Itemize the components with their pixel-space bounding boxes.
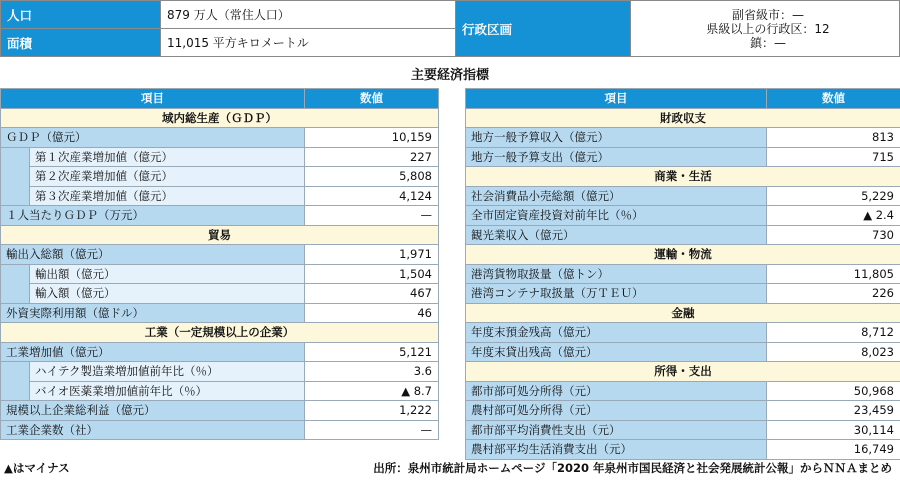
row-label: 都市部可処分所得（元） <box>466 381 767 401</box>
row-label: 地方一般予算支出（億元） <box>466 147 767 167</box>
table-row <box>1 420 439 440</box>
row-value: 23,459 <box>767 401 900 421</box>
city-info-panel <box>0 0 900 58</box>
admin-line-towns: 鎮：— <box>749 35 786 50</box>
row-value: 8,023 <box>767 342 900 362</box>
area-value: 11,015 平方キロメートル <box>160 28 456 57</box>
row-value: 730 <box>767 225 900 245</box>
indent-spacer <box>1 186 30 206</box>
source-note: 出所：泉州市統計局ホームページ「2020 年泉州市国民経済と社会発展統計公報」からＮＮＡまとめ <box>373 461 892 475</box>
row-label: 第２次産業増加値（億元） <box>30 167 305 187</box>
row-label: 年度末預金残高（億元） <box>466 323 767 343</box>
row-value: 5,229 <box>767 186 900 206</box>
table-row <box>466 323 900 343</box>
section-heading: 運輸・物流 <box>466 245 900 265</box>
row-label: 第３次産業増加値（億元） <box>30 186 305 206</box>
page-title: 主要経済指標 <box>410 68 489 83</box>
section-heading: 商業・生活 <box>466 167 900 187</box>
table-row <box>1 128 439 148</box>
row-label: 地方一般予算収入（億元） <box>466 128 767 148</box>
section-heading: 工業（一定規模以上の企業） <box>1 323 439 343</box>
left-header-value: 数値 <box>305 89 439 109</box>
admin-line-county-level: 県級以上の行政区：12 <box>706 21 830 36</box>
section-heading: 財政収支 <box>466 108 900 128</box>
row-label: 規模以上企業総利益（億元） <box>1 401 305 421</box>
table-row <box>466 206 900 226</box>
row-label: 都市部平均消費性支出（元） <box>466 420 767 440</box>
row-value: 5,808 <box>305 167 439 187</box>
section-row <box>466 303 900 323</box>
row-label: 第１次産業増加値（億元） <box>30 147 305 167</box>
table-row <box>466 264 900 284</box>
indent-spacer <box>1 362 30 382</box>
table-row <box>466 381 900 401</box>
indent-spacer <box>1 284 30 304</box>
row-value: 30,114 <box>767 420 900 440</box>
table-row <box>1 245 439 265</box>
row-label: 観光業収入（億元） <box>466 225 767 245</box>
row-label: 輸出額（億元） <box>30 264 305 284</box>
row-label: 全市固定資産投資対前年比（％） <box>466 206 767 226</box>
section-heading: 所得・支出 <box>466 362 900 382</box>
table-row <box>466 128 900 148</box>
section-heading: 金融 <box>466 303 900 323</box>
row-value: ▲ 2.4 <box>767 206 900 226</box>
right-indicator-table <box>465 88 900 460</box>
row-value: 50,968 <box>767 381 900 401</box>
left-indicator-table <box>0 88 439 440</box>
table-row <box>1 186 439 206</box>
indent-spacer <box>1 381 30 401</box>
section-heading: 貿易 <box>1 225 439 245</box>
row-value: 46 <box>305 303 439 323</box>
row-label: 社会消費品小売総額（億元） <box>466 186 767 206</box>
left-table-header-row <box>1 89 439 109</box>
row-label: 港湾コンテナ取扱量（万ＴＥＵ） <box>466 284 767 304</box>
row-label: 外資実際利用額（億ドル） <box>1 303 305 323</box>
row-label: 港湾貨物取扱量（億トン） <box>466 264 767 284</box>
table-row <box>466 284 900 304</box>
row-label: 農村部平均生活消費支出（元） <box>466 440 767 460</box>
area-label: 面積 <box>0 28 161 57</box>
table-row <box>1 342 439 362</box>
row-label: ハイテク製造業増加値前年比（％） <box>30 362 305 382</box>
row-value: 1,504 <box>305 264 439 284</box>
row-label: ＧＤＰ（億元） <box>1 128 305 148</box>
section-row <box>1 323 439 343</box>
row-value: 226 <box>767 284 900 304</box>
row-value: 715 <box>767 147 900 167</box>
row-label: 工業増加値（億元） <box>1 342 305 362</box>
section-row <box>466 245 900 265</box>
row-label: 輸出入総額（億元） <box>1 245 305 265</box>
table-row <box>466 342 900 362</box>
table-row <box>1 167 439 187</box>
right-table-header-row <box>466 89 900 109</box>
row-label: バイオ医薬業増加値前年比（％） <box>30 381 305 401</box>
table-row <box>1 381 439 401</box>
right-header-item: 項目 <box>466 89 767 109</box>
section-row <box>1 225 439 245</box>
section-row <box>466 167 900 187</box>
row-label: 年度末貸出残高（億元） <box>466 342 767 362</box>
section-row <box>1 108 439 128</box>
indent-spacer <box>1 264 30 284</box>
table-row <box>1 284 439 304</box>
admin-label: 行政区画 <box>455 0 631 57</box>
row-value: 813 <box>767 128 900 148</box>
population-label: 人口 <box>0 0 161 29</box>
row-value: 8,712 <box>767 323 900 343</box>
table-row <box>1 147 439 167</box>
section-row <box>466 362 900 382</box>
row-value: ▲ 8.7 <box>305 381 439 401</box>
table-row <box>1 303 439 323</box>
indent-spacer <box>1 167 30 187</box>
table-row <box>466 225 900 245</box>
row-value: 467 <box>305 284 439 304</box>
row-label: 農村部可処分所得（元） <box>466 401 767 421</box>
row-value: 5,121 <box>305 342 439 362</box>
row-value: 16,749 <box>767 440 900 460</box>
row-value: — <box>305 206 439 226</box>
table-row <box>1 206 439 226</box>
footnote-minus: ▲はマイナス <box>4 461 70 475</box>
table-row <box>466 186 900 206</box>
table-row <box>1 264 439 284</box>
section-row <box>466 108 900 128</box>
row-value: 4,124 <box>305 186 439 206</box>
population-value: 879 万人（常住人口） <box>160 0 456 29</box>
table-row <box>466 420 900 440</box>
indent-spacer <box>1 147 30 167</box>
table-row <box>1 362 439 382</box>
row-value: 10,159 <box>305 128 439 148</box>
row-value: — <box>305 420 439 440</box>
table-row <box>466 440 900 460</box>
row-label: 輸入額（億元） <box>30 284 305 304</box>
row-label: １人当たりＧＤＰ（万元） <box>1 206 305 226</box>
row-value: 1,222 <box>305 401 439 421</box>
table-row <box>1 401 439 421</box>
row-label: 工業企業数（社） <box>1 420 305 440</box>
row-value: 227 <box>305 147 439 167</box>
row-value: 3.6 <box>305 362 439 382</box>
left-header-item: 項目 <box>1 89 305 109</box>
admin-divisions <box>630 0 900 57</box>
right-header-value: 数値 <box>767 89 900 109</box>
table-row <box>466 147 900 167</box>
section-heading: 域内総生産（ＧＤＰ） <box>1 108 439 128</box>
row-value: 1,971 <box>305 245 439 265</box>
admin-line-sub-provincial: 副省級市：— <box>731 7 804 22</box>
row-value: 11,805 <box>767 264 900 284</box>
table-row <box>466 401 900 421</box>
